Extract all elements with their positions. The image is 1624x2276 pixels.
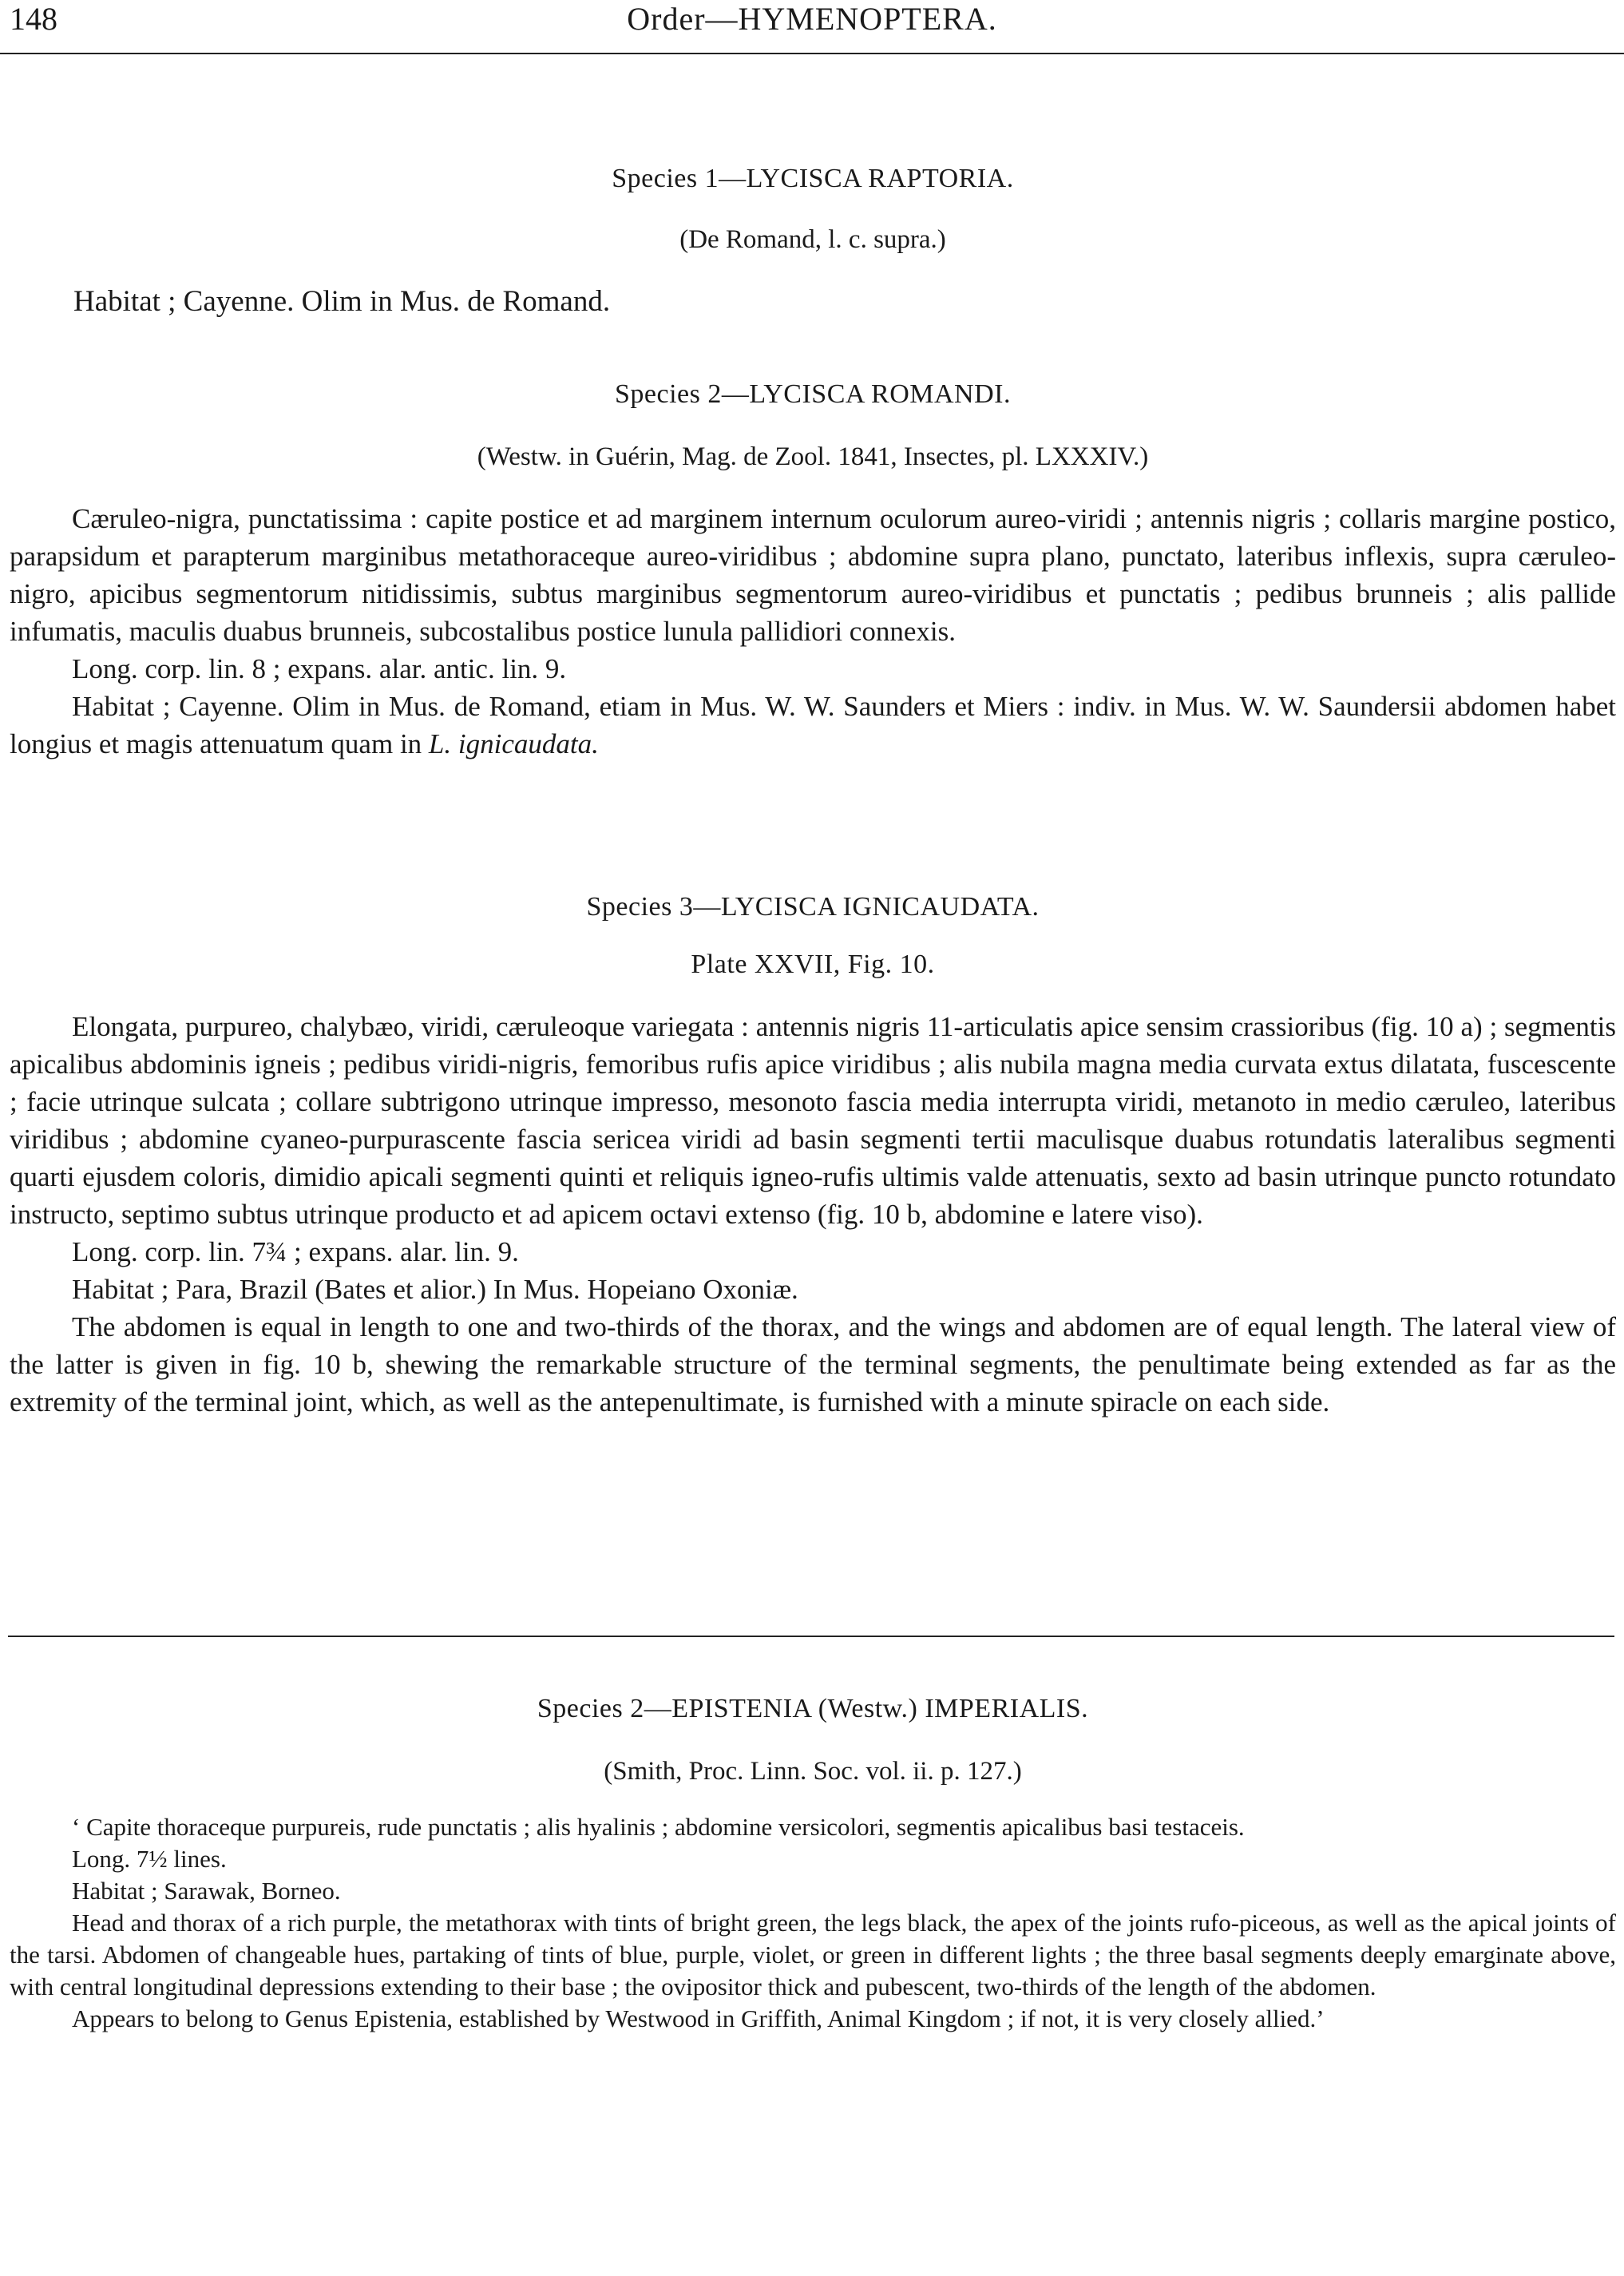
species2-citation: (Westw. in Guérin, Mag. de Zool. 1841, Insectes, pl. LXXXIV.) [477, 442, 1149, 471]
species2-habitat-text: Habitat ; Cayenne. Olim in Mus. de Romand, etiam in Mus. W. W. Saunders et Miers : indiv. in Mus. W. W. Saundersii abdomen habet longius et magis attenuatum quam in [10, 691, 1616, 759]
species2-description: Cæruleo-nigra, punctatissima : capite postice et ad marginem internum oculorum aureo-viridi ; antennis nigris ; collaris margine postico, parapsidum et parapterum marginibus metathoraceque aureo-viridibus ; abdomine supra plano, punctato, lateribus inflexis, supra cæruleo-nigro, apicibus segmentorum nitidissimis, subtus marginibus segmentorum aureo-viridibus et punctatis ; pedibus brunneis ; alis pallide infumatis, maculis duabus brunneis, subcostalibus postice lunula pallidiori connexis. [10, 503, 1616, 647]
epistenia-citation: (Smith, Proc. Linn. Soc. vol. ii. p. 127.) [604, 1757, 1022, 1786]
species1-citation: (De Romand, l. c. supra.) [679, 225, 946, 254]
species3-habitat: Habitat ; Para, Brazil (Bates et alior.) In Mus. Hopeiano Oxoniæ. [72, 1274, 798, 1305]
header-rule [0, 53, 1624, 54]
species2-habitat-species: L. ignicaudata. [428, 728, 599, 759]
species2-habitat [10, 688, 1616, 763]
epistenia-heading: Species 2—EPISTENIA (Westw.) IMPERIALIS. [537, 1694, 1089, 1723]
species3-plate: Plate XXVII, Fig. 10. [691, 950, 935, 979]
epistenia-description: Head and thorax of a rich purple, the metathorax with tints of bright green, the legs black, the apex of the joints rufo-piceous, as well as the apical joints of the tarsi. Abdomen of changeable hues, partaking of tints of blue, purple, violet, or green in different lights ; the three basal segments deeply emarginate above, with central longitudinal depressions extending to their base ; the ovipositor thick and pubescent, two-thirds of the length of the abdomen. [10, 1909, 1616, 2000]
species1-heading: Species 1—LYCISCA RAPTORIA. [612, 164, 1014, 193]
species2-heading: Species 2—LYCISCA ROMANDI. [615, 379, 1011, 409]
page-header [8, 0, 1616, 38]
page-number: 148 [10, 1, 57, 37]
epistenia-diagnosis: ‘ Capite thoraceque purpureis, rude punctatis ; alis hyalinis ; abdomine versicolori, segmentis apicalibus basi testaceis. [72, 1813, 1245, 1841]
epistenia-remarks: Appears to belong to Genus Epistenia, established by Westwood in Griffith, Animal Kingdom ; if not, it is very closely allied.’ [72, 2004, 1325, 2032]
section-rule [8, 1636, 1614, 1637]
epistenia-measure: Long. 7½ lines. [72, 1845, 227, 1873]
species1-habitat: Habitat ; Cayenne. Olim in Mus. de Romand. [73, 285, 611, 318]
epistenia-body [10, 1811, 1616, 2035]
species3-heading: Species 3—LYCISCA IGNICAUDATA. [586, 892, 1040, 922]
epistenia-habitat: Habitat ; Sarawak, Borneo. [72, 1877, 341, 1905]
species3-description: Elongata, purpureo, chalybæo, viridi, cæruleoque variegata : antennis nigris 11-articulatis apice sensim crassioribus (fig. 10 a) ; segmentis apicalibus abdominis igneis ; pedibus viridi-nigris, femoribus rufis apice viridibus ; alis nubila magna media curvata extus dilatata, fuscescente ; facie utrinque sulcata ; collare subtrigono utrinque impresso, mesonoto fascia media interrupta viridi, metanoto in medio cæruleo, lateribus viridibus ; abdomine cyaneo-purpurascente fascia sericea viridi ad basin segmenti tertii maculisque duabus rotundatis lateralibus segmenti quarti ejusdem coloris, dimidio apicali segmenti quinti et reliquis igneo-rufis ultimis valde attenuatis, sexto ad basin utrinque puncto rotundato instructo, septimo subtus utrinque producto et ad apicem octavi extenso (fig. 10 b, abdomine e latere viso). [10, 1011, 1616, 1230]
species3-body [10, 1008, 1616, 1421]
species2-measure: Long. corp. lin. 8 ; expans. alar. antic. lin. 9. [72, 653, 567, 684]
species2-body [10, 500, 1616, 763]
species3-measure: Long. corp. lin. 7¾ ; expans. alar. lin. 9. [72, 1236, 519, 1267]
running-title: Order—HYMENOPTERA. [627, 1, 997, 37]
species3-remarks: The abdomen is equal in length to one and two-thirds of the thorax, and the wings and abdomen are of equal length. The lateral view of the latter is given in fig. 10 b, shewing the remarkable structure of the terminal segments, the penultimate being extended as far as the extremity of the terminal joint, which, as well as the antepenultimate, is furnished with a minute spiracle on each side. [10, 1311, 1616, 1418]
